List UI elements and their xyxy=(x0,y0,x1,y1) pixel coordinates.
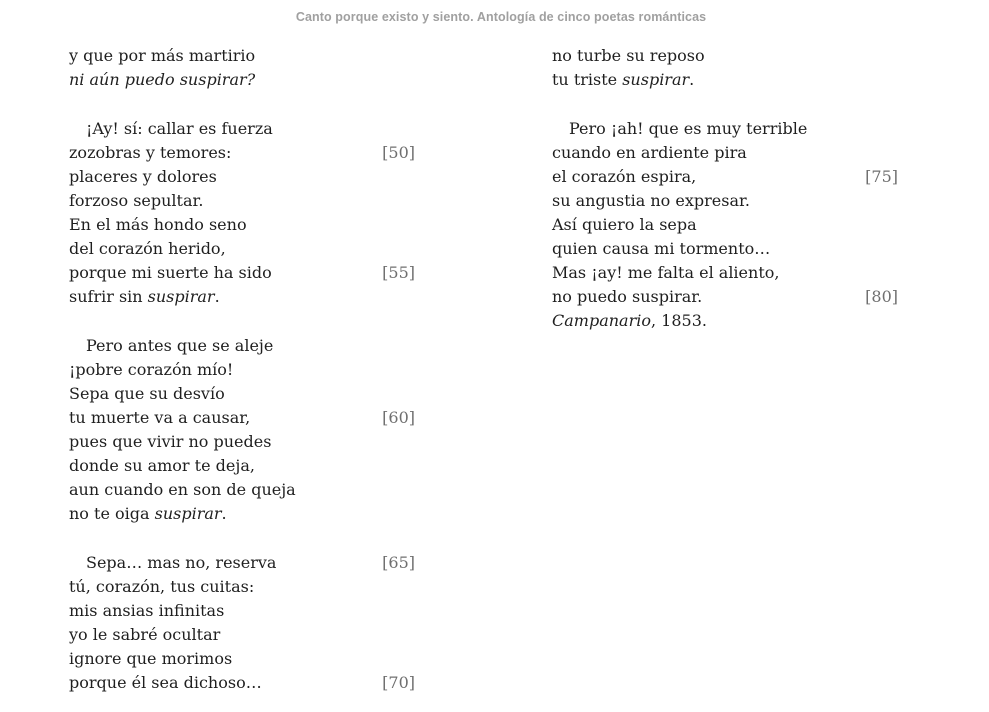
verse-fragment: Pero antes que se aleje xyxy=(86,336,274,355)
verse-fragment: forzoso sepultar. xyxy=(69,191,204,210)
verse-line xyxy=(69,68,421,92)
verse-text xyxy=(69,384,225,403)
verse-text xyxy=(69,263,272,282)
verse-fragment: quien causa mi tormento… xyxy=(552,239,771,258)
verse-text xyxy=(69,456,255,475)
verse-fragment: , 1853. xyxy=(650,311,707,330)
verse-italic-fragment: Campanario xyxy=(552,311,651,330)
page-header: Canto porque existo y siento. Antología de cinco poetas románticas xyxy=(295,10,707,24)
verse-fragment: ¡pobre corazón mío! xyxy=(69,360,234,379)
verse-italic-fragment: ni aún puedo suspirar? xyxy=(69,70,256,89)
verse-line xyxy=(69,406,421,430)
verse-text xyxy=(69,577,254,596)
verse-fragment: aun cuando en son de queja xyxy=(69,480,296,499)
verse-line xyxy=(69,189,421,213)
verse-text xyxy=(69,360,233,379)
verse-text xyxy=(69,287,220,306)
verse-fragment: Sepa que su desvío xyxy=(69,384,225,403)
verse-fragment: tu triste xyxy=(552,70,623,89)
verse-text xyxy=(552,167,696,186)
verse-fragment: . xyxy=(221,504,227,523)
verse-text xyxy=(552,215,697,234)
verse-text xyxy=(69,167,217,186)
verse-text xyxy=(552,263,779,282)
verse-italic-fragment: suspirar xyxy=(154,504,222,523)
verse-text xyxy=(69,432,271,451)
verse-fragment: Mas ¡ay! me falta el aliento, xyxy=(552,263,780,282)
verse-line xyxy=(552,165,904,189)
verse-text xyxy=(69,504,227,523)
verse-fragment: placeres y dolores xyxy=(69,167,217,186)
verse-line xyxy=(552,213,904,237)
verse-line xyxy=(552,44,904,68)
verse-line xyxy=(552,189,904,213)
verse-line xyxy=(69,141,421,165)
verse-fragment: Así quiero la sepa xyxy=(552,215,697,234)
verse-line xyxy=(69,551,421,575)
stanza-break xyxy=(552,92,904,117)
verse-fragment: pues que vivir no puedes xyxy=(69,432,272,451)
verse-line xyxy=(69,213,421,237)
verse-fragment: y que por más martirio xyxy=(69,46,256,65)
verse-line xyxy=(69,647,421,671)
verse-text xyxy=(69,649,232,668)
verse-line xyxy=(552,309,904,333)
verse-line xyxy=(69,502,421,526)
verse-text xyxy=(69,408,250,427)
verse-line xyxy=(69,165,421,189)
verse-line xyxy=(552,237,904,261)
verse-line xyxy=(69,382,421,406)
verse-text xyxy=(69,625,220,644)
verse-line xyxy=(69,478,421,502)
line-number: [50] xyxy=(382,143,415,162)
line-number: [80] xyxy=(865,287,898,306)
verse-text xyxy=(69,480,296,499)
verse-fragment: zozobras y temores: xyxy=(69,143,232,162)
verse-line xyxy=(552,141,904,165)
verse-text xyxy=(552,191,750,210)
verse-fragment: donde su amor te deja, xyxy=(69,456,255,475)
line-number: [55] xyxy=(382,263,415,282)
verse-text xyxy=(552,143,747,162)
verse-line xyxy=(552,68,904,92)
verse-line xyxy=(69,117,421,141)
verse-fragment: yo le sabré ocultar xyxy=(69,625,221,644)
verse-italic-fragment: suspirar xyxy=(147,287,215,306)
verse-text xyxy=(552,70,694,89)
verse-text xyxy=(86,553,276,572)
verse-fragment: cuando en ardiente pira xyxy=(552,143,747,162)
verse-line xyxy=(69,671,421,695)
poem-column-left xyxy=(69,44,421,695)
verse-fragment: porque él sea dichoso… xyxy=(69,673,262,692)
verse-fragment: . xyxy=(689,70,695,89)
poem-column-right xyxy=(552,44,904,333)
verse-fragment: tu muerte va a causar, xyxy=(69,408,251,427)
verse-fragment: . xyxy=(214,287,220,306)
stanza-break xyxy=(69,526,421,551)
verse-text xyxy=(69,191,203,210)
verse-line xyxy=(69,285,421,309)
line-number: [75] xyxy=(865,167,898,186)
verse-text xyxy=(552,46,705,65)
verse-line xyxy=(69,454,421,478)
line-number: [70] xyxy=(382,673,415,692)
verse-text xyxy=(69,70,255,89)
verse-italic-fragment: suspirar xyxy=(622,70,690,89)
line-number: [60] xyxy=(382,408,415,427)
verse-text xyxy=(86,336,273,355)
verse-text xyxy=(69,673,262,692)
verse-line xyxy=(69,44,421,68)
verse-text xyxy=(552,287,702,306)
verse-fragment: el corazón espira, xyxy=(552,167,697,186)
verse-text xyxy=(69,143,231,162)
verse-line xyxy=(69,261,421,285)
verse-fragment: En el más hondo seno xyxy=(69,215,247,234)
verse-line xyxy=(69,334,421,358)
line-number: [65] xyxy=(382,553,415,572)
verse-fragment: no te oiga xyxy=(69,504,155,523)
verse-fragment: no puedo suspirar. xyxy=(552,287,703,306)
verse-text xyxy=(69,601,224,620)
verse-fragment: no turbe su reposo xyxy=(552,46,705,65)
verse-fragment: del corazón herido, xyxy=(69,239,226,258)
verse-line xyxy=(69,358,421,382)
verse-fragment: porque mi suerte ha sido xyxy=(69,263,272,282)
verse-line xyxy=(552,261,904,285)
verse-text xyxy=(569,119,807,138)
verse-text xyxy=(552,239,770,258)
verse-fragment: ¡Ay! sí: callar es fuerza xyxy=(86,119,273,138)
verse-line xyxy=(69,237,421,261)
verse-fragment: Pero ¡ah! que es muy terrible xyxy=(569,119,808,138)
stanza-break xyxy=(69,309,421,334)
verse-text xyxy=(69,46,255,65)
verse-line xyxy=(69,430,421,454)
verse-text xyxy=(552,311,707,330)
verse-text xyxy=(69,239,226,258)
verse-line xyxy=(69,599,421,623)
verse-line xyxy=(552,285,904,309)
verse-fragment: tú, corazón, tus cuitas: xyxy=(69,577,255,596)
verse-fragment: Sepa… mas no, reserva xyxy=(86,553,277,572)
verse-text xyxy=(69,215,247,234)
verse-fragment: sufrir sin xyxy=(69,287,148,306)
verse-line xyxy=(69,623,421,647)
verse-line xyxy=(69,575,421,599)
verse-fragment: mis ansias infinitas xyxy=(69,601,225,620)
stanza-break xyxy=(69,92,421,117)
verse-text xyxy=(86,119,273,138)
verse-fragment: ignore que morimos xyxy=(69,649,233,668)
verse-line xyxy=(552,117,904,141)
verse-fragment: su angustia no expresar. xyxy=(552,191,750,210)
